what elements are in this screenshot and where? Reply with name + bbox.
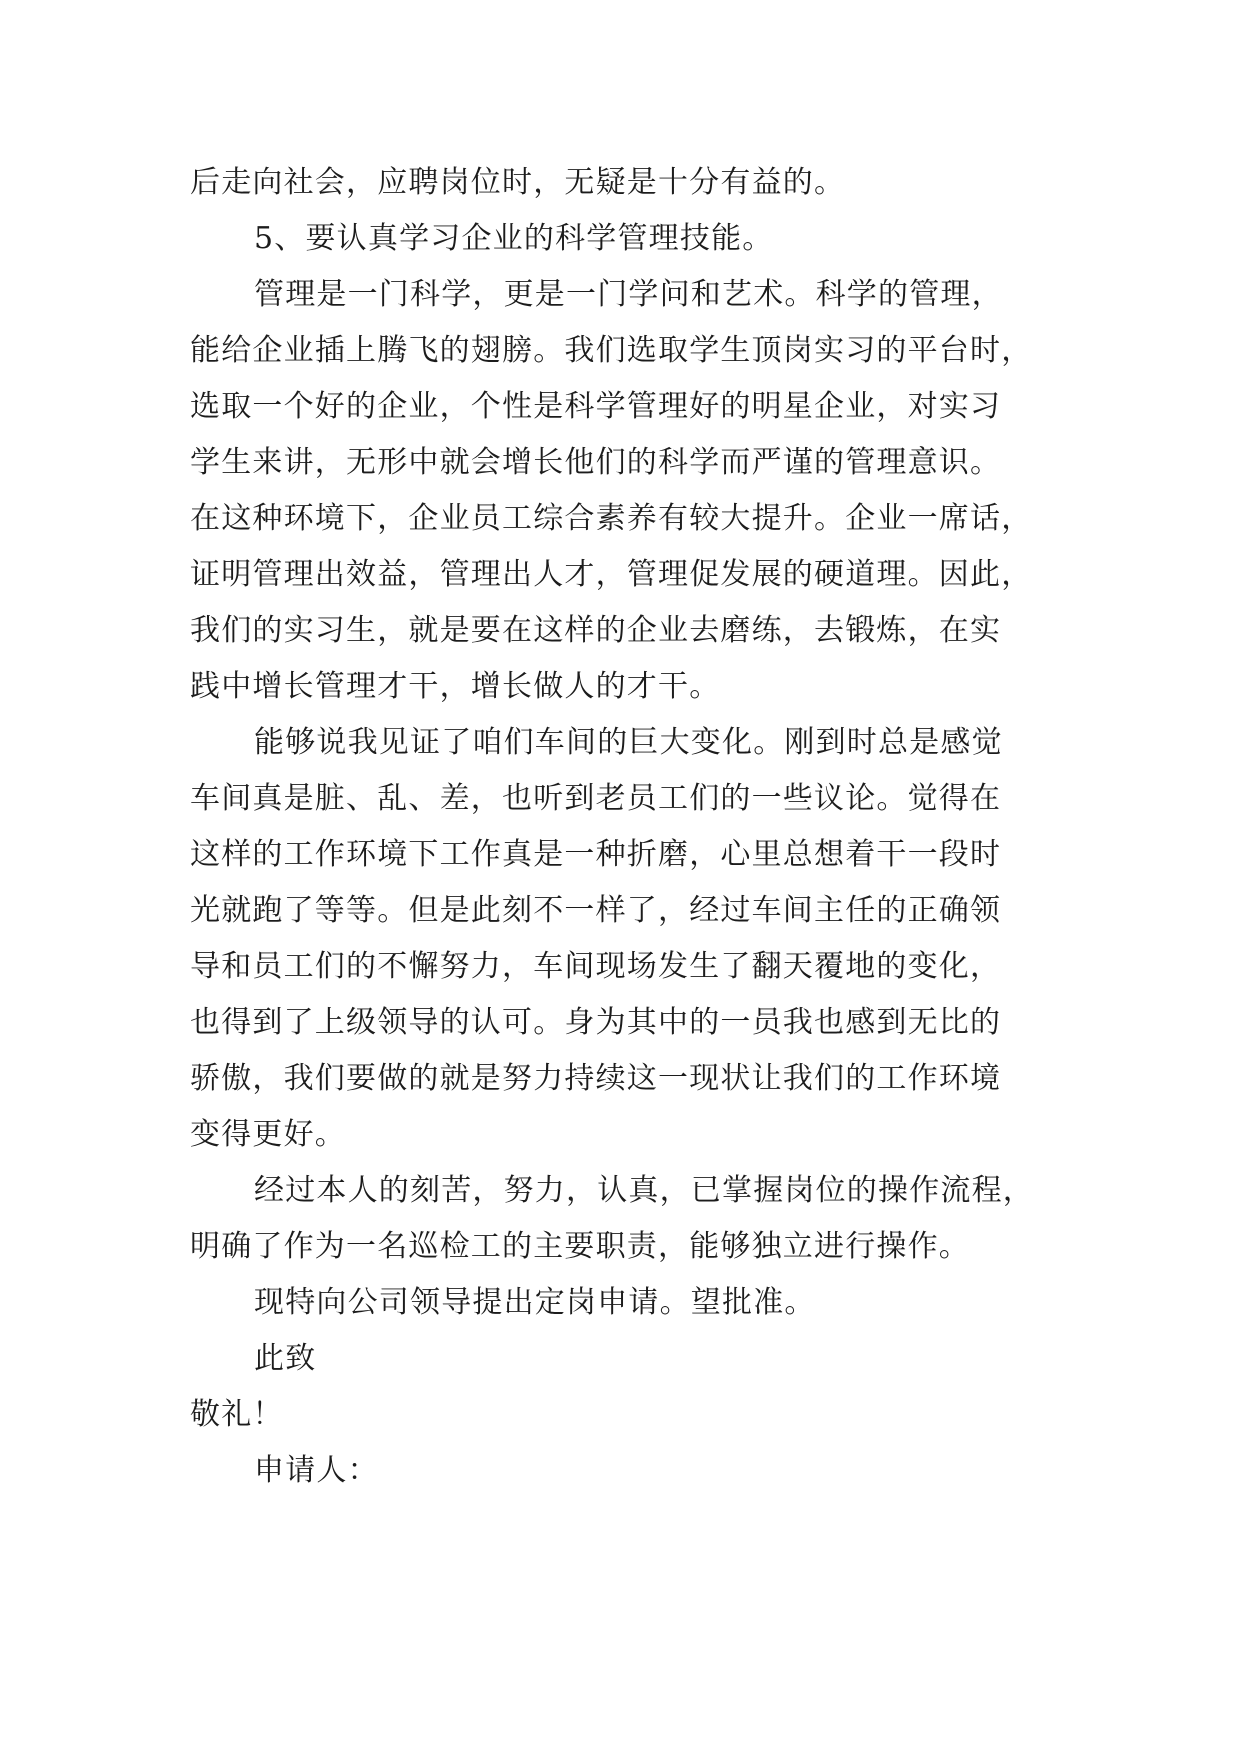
paragraph-start: 经过本人的刻苦，努力，认真，已掌握岗位的操作流程， (254, 1173, 1034, 1208)
text-line: 学生来讲，无形中就会增长他们的科学而严谨的管理意识。 (190, 445, 1002, 480)
applicant-signature-label: 申请人： (254, 1453, 379, 1488)
text-line: 车间真是脏、乱、差，也听到老员工们的一些议论。觉得在 (190, 781, 1002, 816)
paragraph-start: 能够说我见证了咱们车间的巨大变化。刚到时总是感觉 (254, 725, 1003, 760)
document-body (190, 155, 1070, 1499)
text-line: 也得到了上级领导的认可。身为其中的一员我也感到无比的 (190, 1005, 1002, 1040)
section-heading: 5、要认真学习企业的科学管理技能。 (254, 221, 774, 256)
text-line: 在这种环境下，企业员工综合素养有较大提升。企业一席话， (190, 501, 1033, 536)
request-line: 现特向公司领导提出定岗申请。望批准。 (254, 1285, 816, 1320)
text-line: 变得更好。 (190, 1117, 346, 1152)
text-line: 选取一个好的企业，个性是科学管理好的明星企业，对实习 (190, 389, 1002, 424)
text-line: 践中增长管理才干，增长做人的才干。 (190, 669, 721, 704)
text-line: 导和员工们的不懈努力，车间现场发生了翻天覆地的变化， (190, 949, 1002, 984)
text-line: 这样的工作环境下工作真是一种折磨，心里总想着干一段时 (190, 837, 1002, 872)
paragraph-start: 管理是一门科学，更是一门学问和艺术。科学的管理， (254, 277, 1003, 312)
text-line: 骄傲，我们要做的就是努力持续这一现状让我们的工作环境 (190, 1061, 1002, 1096)
salutation: 敬礼！ (190, 1397, 284, 1432)
text-line: 后走向社会，应聘岗位时，无疑是十分有益的。 (190, 165, 846, 200)
text-line: 明确了作为一名巡检工的主要职责，能够独立进行操作。 (190, 1229, 970, 1264)
text-line: 光就跑了等等。但是此刻不一样了，经过车间主任的正确领 (190, 893, 1002, 928)
closing-phrase: 此致 (254, 1341, 317, 1376)
text-line: 我们的实习生，就是要在这样的企业去磨练，去锻炼，在实 (190, 613, 1002, 648)
text-line: 能给企业插上腾飞的翅膀。我们选取学生顶岗实习的平台时， (190, 333, 1033, 368)
text-line: 证明管理出效益，管理出人才，管理促发展的硬道理。因此， (190, 557, 1033, 592)
